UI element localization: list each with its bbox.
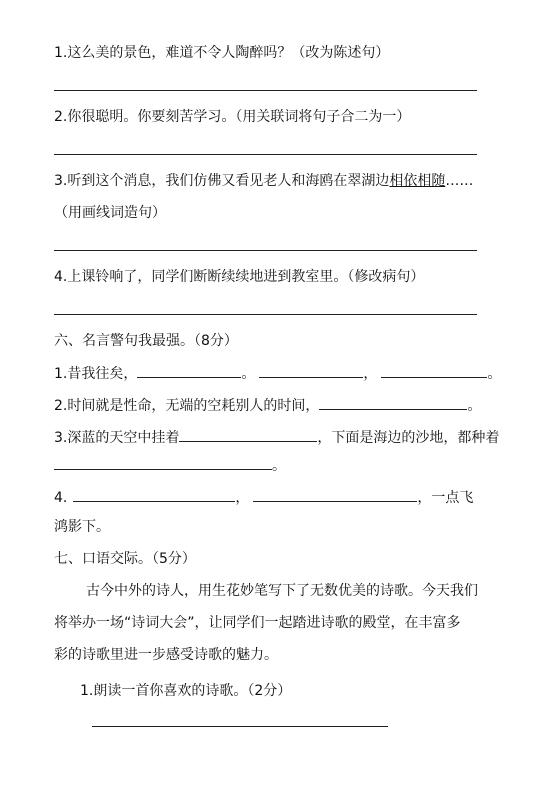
item-2-end: 。 [467, 398, 482, 414]
question-2: 2.你很聪明。你要刻苦学习。（用关联词将句子合二为一） [54, 109, 411, 125]
blank-3a[interactable] [179, 426, 317, 442]
section-6-item-3-cont [54, 454, 286, 475]
question-3-instruction: （用画线词造句） [54, 205, 166, 221]
section-6-item-3 [54, 426, 499, 447]
question-3 [54, 170, 473, 190]
item-4-mid: ， [235, 490, 250, 506]
item-3-mid: ，下面是海边的沙地，都种着 [317, 430, 500, 446]
section-7-paragraph-line-1: 古今中外的诗人，用生花妙笔写下了无数优美的诗歌。今天我们 [86, 583, 478, 599]
answer-line-3[interactable] [54, 250, 477, 251]
section-6-item-4-cont: 鸿影下。 [54, 519, 110, 535]
answer-line-1[interactable] [54, 90, 477, 91]
question-1: 1.这么美的景色，难道不令人陶醉吗？（改为陈述句） [54, 45, 390, 61]
section-6-item-1 [54, 362, 501, 383]
section-7-paragraph-line-2: 将举办一场“诗词大会”，让同学们一起踏进诗歌的殿堂，在丰富多 [54, 615, 461, 631]
item-2-start: 2.时间就是性命，无端的空耗别人的时间， [54, 398, 320, 414]
section-7-paragraph-line-3: 彩的诗歌里进一步感受诗歌的魅力。 [54, 647, 278, 663]
section-6-item-4 [54, 486, 473, 507]
blank-3b[interactable] [54, 454, 272, 470]
section-6-item-2 [54, 394, 481, 415]
item-4-start: 4. [54, 490, 68, 506]
section-6-title: 六、名言警句我最强。（8分） [54, 333, 238, 349]
answer-line-7-1[interactable] [92, 726, 388, 727]
question-3-suffix: …… [445, 173, 474, 189]
section-7-sub-1: 1.朗读一首你喜欢的诗歌。（2分） [80, 683, 292, 699]
item-1-punct-1: 。 [241, 366, 256, 382]
question-3-prefix: 3.听到这个消息，我们仿佛又看见老人和海鸥在翠湖边 [54, 173, 390, 189]
blank-1b[interactable] [259, 362, 363, 378]
blank-4b[interactable] [253, 486, 417, 502]
question-4: 4.上课铃响了，同学们断断续续地进到教室里。（修改病句） [54, 269, 425, 285]
blank-4a[interactable] [73, 486, 235, 502]
item-1-punct-2: ， [363, 366, 378, 382]
item-3-start: 3.深蓝的天空中挂着 [54, 430, 180, 446]
item-1-start: 1.昔我往矣， [54, 366, 138, 382]
answer-line-2[interactable] [54, 154, 477, 155]
answer-line-4[interactable] [54, 314, 477, 315]
item-1-end: 。 [487, 366, 502, 382]
blank-1a[interactable] [137, 362, 241, 378]
item-4-end: ，一点飞 [417, 490, 474, 506]
underlined-phrase: 相依相随 [389, 173, 446, 189]
item-3-end: 。 [272, 458, 286, 474]
section-7-title: 七、口语交际。（5分） [54, 551, 196, 567]
blank-2[interactable] [319, 394, 467, 410]
blank-1c[interactable] [381, 362, 487, 378]
